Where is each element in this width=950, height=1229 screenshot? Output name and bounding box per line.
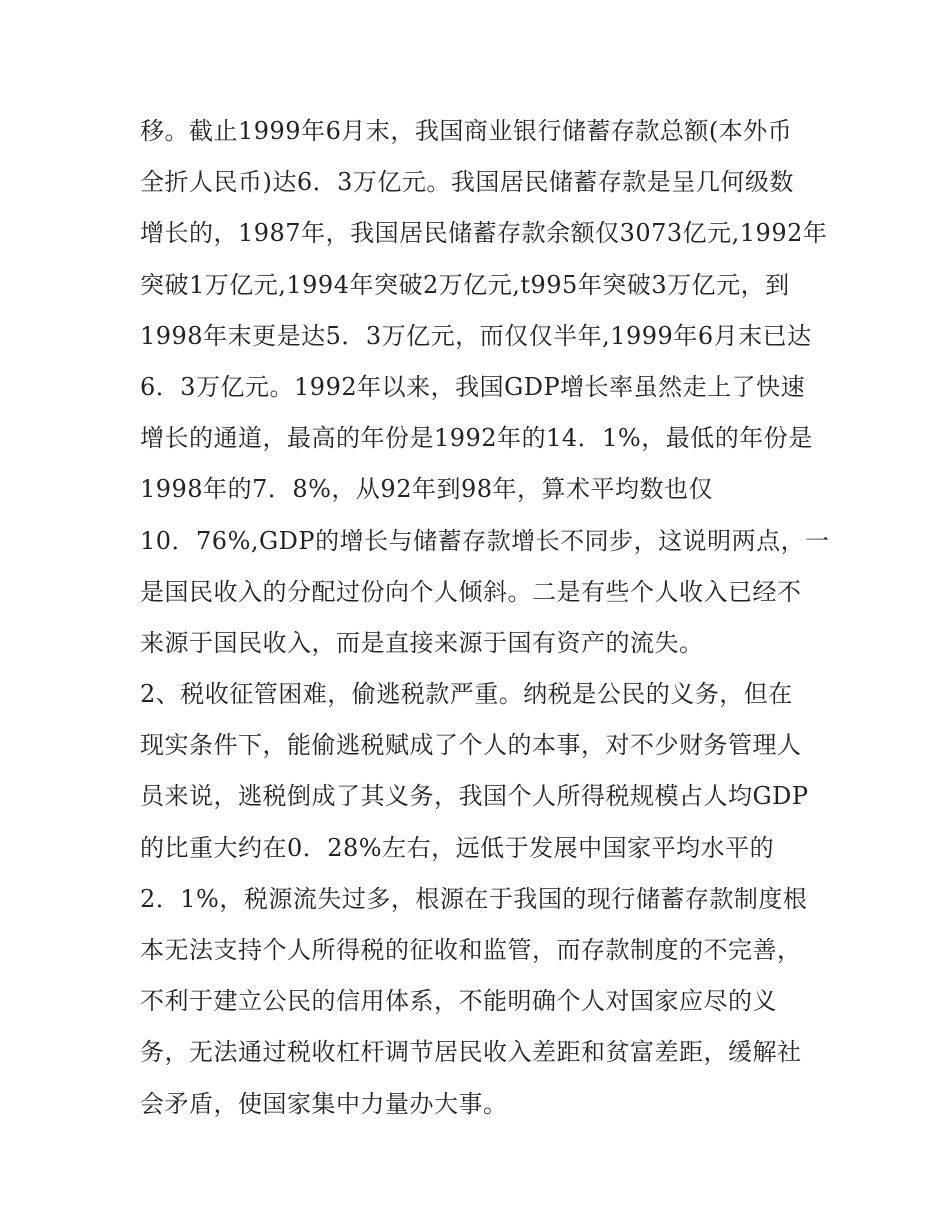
text-line: 增长的通道，最高的年份是1992年的14．1%，最低的年份是 [140, 424, 813, 453]
text-line: 不利于建立公民的信用体系，不能明确个人对国家应尽的义 [140, 987, 777, 1016]
text-line: 本无法支持个人所得税的征收和监管，而存款制度的不完善， [140, 936, 802, 964]
text-line: 现实条件下，能偷逃税赋成了个人的本事，对不少财务管理人 [140, 731, 802, 760]
text-line: 10．76%,GDP的增长与储蓄存款增长不同步，这说明两点，一 [140, 526, 830, 555]
text-line: 增长的，1987年，我国居民储蓄存款余额仅3073亿元,1992年 [140, 219, 828, 248]
text-line: 会矛盾，使国家集中力量办大事。 [140, 1089, 508, 1118]
text-line: 是国民收入的分配过份向个人倾斜。二是有些个人收入已经不 [140, 577, 802, 606]
text-line: 2．1%，税源流失过多，根源在于我国的现行储蓄存款制度根 [140, 884, 808, 913]
text-line: 的比重大约在0．28%左右，远低于发展中国家平均水平的 [140, 833, 775, 862]
text-line: 移。截止1999年6月末，我国商业银行储蓄存款总额(本外币 [140, 117, 793, 145]
text-line: 6．3万亿元。1992年以来，我国GDP增长率虽然走上了快速 [140, 372, 806, 401]
body-text [140, 106, 830, 1130]
text-line: 务，无法通过税收杠杆调节居民收入差距和贫富差距，缓解社 [140, 1038, 802, 1067]
text-line: 1998年末更是达5．3万亿元，而仅仅半年,1999年6月末已达 [140, 321, 812, 350]
text-line: 突破1万亿元,1994年突破2万亿元,t995年突破3万亿元，到 [140, 270, 790, 299]
text-line: 全折人民币)达6．3万亿元。我国居民储蓄存款是呈几何级数 [140, 168, 794, 197]
text-line: 1998年的7．8%，从92年到98年，算术平均数也仅 [140, 475, 713, 504]
text-line: 员来说，逃税倒成了其义务，我国个人所得税规模占人均GDP [140, 782, 809, 811]
text-line: 来源于国民收入，而是直接来源于国有资产的流失。 [140, 628, 704, 657]
text-line: 2、税收征管困难，偷逃税款严重。纳税是公民的义务，但在 [140, 680, 793, 709]
